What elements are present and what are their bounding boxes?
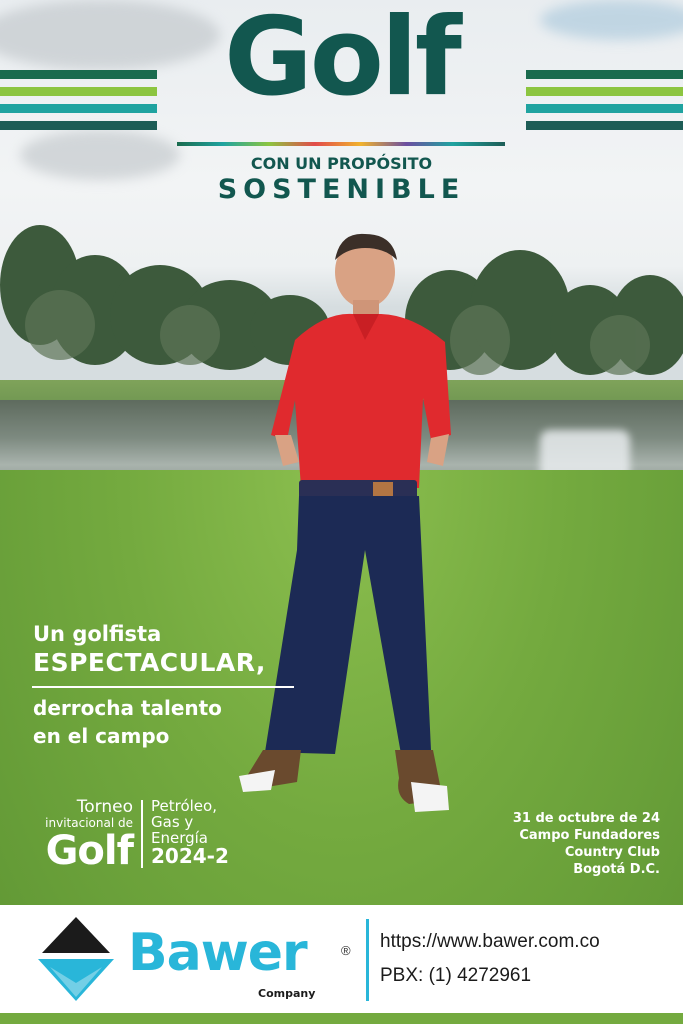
- brand-company: Company: [258, 987, 316, 1000]
- sector-line2: Gas y: [151, 813, 194, 831]
- brand-name: Bawer: [128, 923, 307, 983]
- headline-line3: derrocha talento: [33, 696, 222, 720]
- event-date: 31 de octubre de 24: [512, 811, 660, 826]
- sector-line3: Energía: [151, 829, 208, 847]
- event-city: Bogotá D.C.: [573, 862, 660, 877]
- tournament-edition: 2024-2: [151, 844, 229, 868]
- footer-divider: [366, 919, 369, 1001]
- footer-bar: [0, 905, 683, 1013]
- tournament-name: [30, 798, 133, 872]
- headline-body: [33, 694, 222, 750]
- phone-number: PBX: (1) 4272961: [380, 965, 532, 986]
- tournament-invitacional: invitacional de: [45, 816, 133, 830]
- subtitle-line1: CON UN PROPÓSITO: [250, 154, 433, 173]
- rainbow-divider: [177, 142, 505, 146]
- tournament-torneo: Torneo: [76, 797, 133, 817]
- footer-grass-strip: [0, 1013, 683, 1024]
- registered-mark: ®: [341, 943, 351, 958]
- tournament-sector: [151, 797, 229, 868]
- tournament-divider: [141, 800, 143, 868]
- bawer-logo-icon: [36, 917, 116, 1001]
- website-link[interactable]: https://www.bawer.com.co: [380, 931, 600, 952]
- headline-underline: [32, 686, 294, 688]
- subtitle-line2: SOSTENIBLE: [217, 174, 466, 205]
- golfer-figure: [235, 230, 455, 820]
- headline-line1: Un golfista: [33, 622, 162, 646]
- event-venue2: Country Club: [564, 845, 660, 860]
- sector-line1: Petróleo,: [151, 797, 217, 815]
- main-title: Golf: [224, 0, 459, 120]
- event-venue1: Campo Fundadores: [519, 828, 660, 843]
- event-info: [513, 810, 660, 878]
- tournament-golf: Golf: [45, 828, 133, 874]
- headline-line2: ESPECTACULAR,: [33, 648, 266, 677]
- headline-line4: en el campo: [33, 724, 170, 748]
